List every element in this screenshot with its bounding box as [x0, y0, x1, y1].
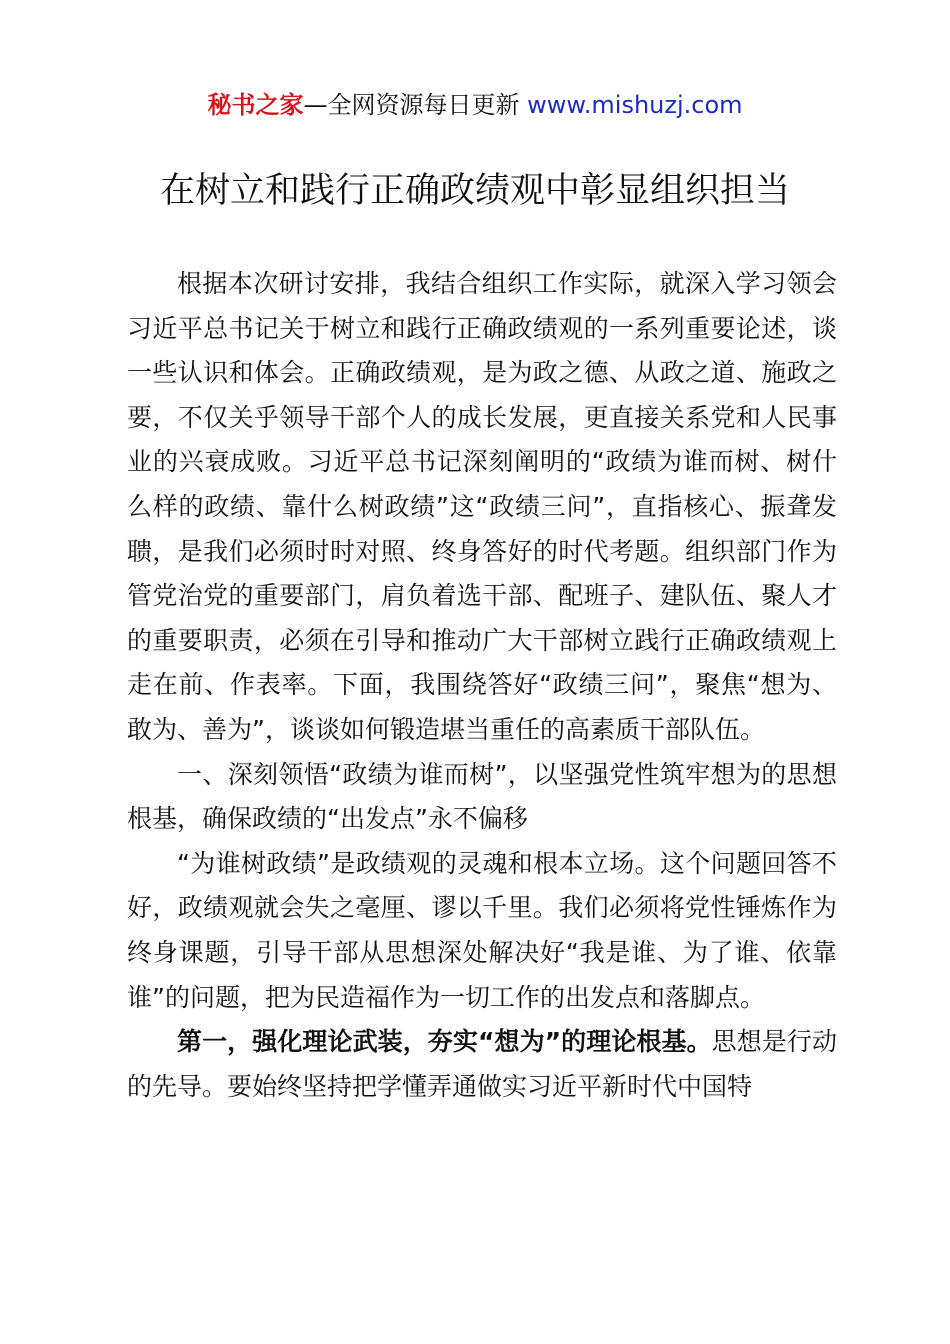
first-point-lead: 第一，强化理论武装，夯实“想为”的理论根基。 [177, 1027, 712, 1057]
section-1-heading: 一、深刻领悟“政绩为谁而树”，以坚强党性筑牢想为的思想根基，确保政绩的“出发点”永不偏移 [127, 759, 837, 834]
document-title: 在树立和践行正确政绩观中彰显组织担当 [159, 171, 790, 211]
first-point-text: 思想是行动的先导。要始终坚持把学懂弄通做实习近平新时代中国特 [127, 1027, 837, 1101]
first-point-paragraph [127, 1020, 837, 1109]
section-1-paragraph: “为谁树政绩”是政绩观的灵魂和根本立场。这个问题回答不好，政绩观就会失之毫厘、谬以千里。我们必须将党性锤炼作为终身课题，引导干部从思想深处解决好“我是谁、为了谁、依靠谁”的问题，把为民造福作为一切工作的出发点和落脚点。 [127, 848, 837, 1012]
site-brand: 秘书之家 [207, 91, 304, 119]
site-banner [0, 88, 950, 122]
site-slogan: —全网资源每日更新 [303, 91, 520, 119]
document-body [127, 262, 837, 1109]
intro-paragraph: 根据本次研讨安排，我结合组织工作实际，就深入学习领会习近平总书记关于树立和践行正确政绩观的一系列重要论述，谈一些认识和体会。正确政绩观，是为政之德、从政之道、施政之要，不仅关乎领导干部个人的成长发展，更直接关系党和人民事业的兴衰成败。习近平总书记深刻阐明的“政绩为谁而树、树什么样的政绩、靠什么树政绩”这“政绩三问”，直指核心、振聋发聩，是我们必须时时对照、终身答好的时代考题。组织部门作为管党治党的重要部门，肩负着选干部、配班子、建队伍、聚人才的重要职责，必须在引导和推动广大干部树立践行正确政绩观上走在前、作表率。下面，我围绕答好“政绩三问”，聚焦“想为、敢为、善为”，谈谈如何锻造堪当重任的高素质干部队伍。 [127, 269, 837, 744]
site-url-link[interactable]: www.mishuzj.com [527, 91, 743, 119]
